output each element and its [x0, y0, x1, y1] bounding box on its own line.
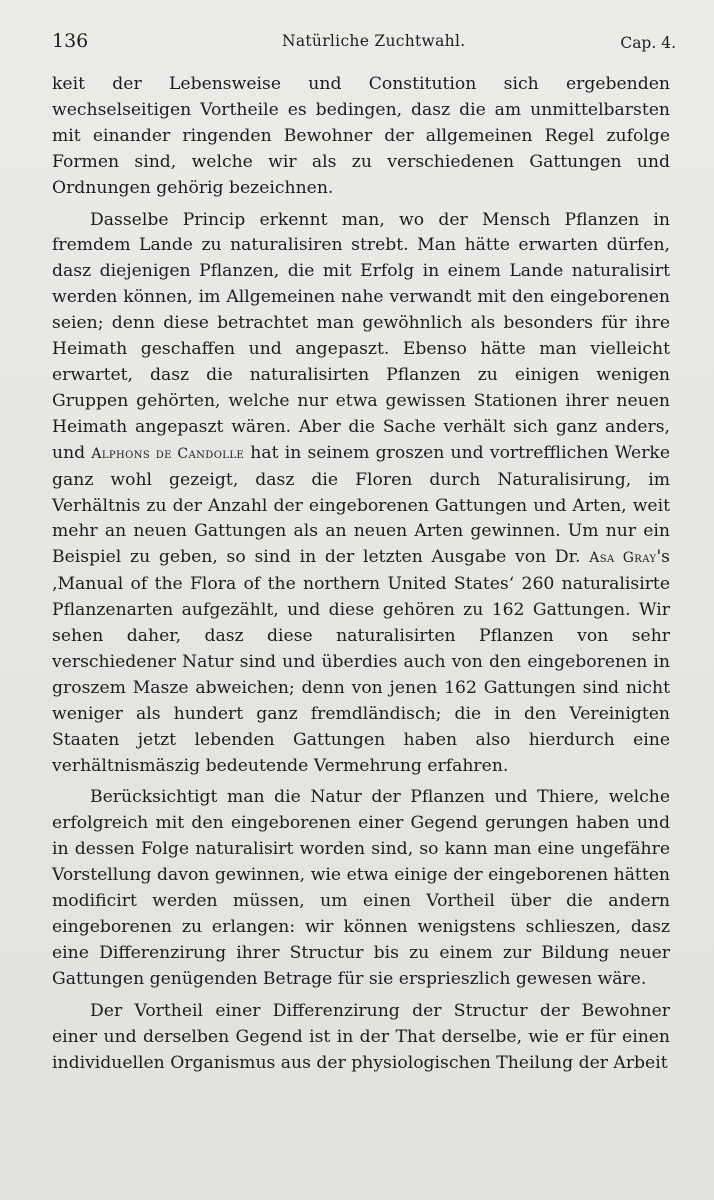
- page-number: 136: [52, 30, 89, 52]
- paragraph-2-part-c: 's ‚Manual of the Flora of the northern United States‘ 260 naturalisirte Pflanzenarten aufgezählt, und diese gehören zu 162 Gattungen. Wir sehen daher, dasz diese naturalisirten Pflanzen von sehr verschiedener Natur sind und überdies auch von den eingeborenen in groszem Masze abweichen; denn von jenen 162 Gattungen sind nicht weniger als hundert ganz fremdländisch; die in den Vereinigten Staaten jetzt lebenden Gattungen haben also hierdurch eine verhältnismäszig bedeutende Vermehrung erfahren.: [52, 547, 670, 776]
- author-name-gray: Asa Gray: [589, 550, 657, 567]
- paragraph-2: [52, 208, 670, 780]
- paragraph-2-part-b: hat in seinem groszen und vortrefflichen Werke ganz wohl gezeigt, dasz die Floren durch Naturalisirung, im Verhältnis zu der Anzahl der eingeborenen Gattungen und Arten, weit mehr an neuen Gattungen als an neuen Arten gewinnen. Um nur ein Beispiel zu geben, so sind in der letzten Ausgabe von Dr.: [52, 442, 670, 568]
- body-text: [52, 72, 670, 1076]
- running-title: Natürliche Zuchtwahl.: [282, 32, 466, 50]
- paragraph-2-part-a: Dasselbe Princip erkennt man, wo der Mensch Pflanzen in fremdem Lande zu naturalisiren strebt. Man hätte erwarten dürfen, dasz diejenigen Pflanzen, die mit Erfolg in einem Lande naturalisirt werden können, im Allgemeinen nahe verwandt mit den eingeborenen seien; denn diese betrachtet man gewöhnlich als besonders für ihre Heimath geschaffen und angepaszt. Ebenso hätte man vielleicht erwartet, dasz die naturalisirten Pflanzen zu einigen wenigen Gruppen gehörten, welche nur etwa gewissen Stationen ihrer neuen Heimath angepaszt wären. Aber die Sache verhält sich ganz anders, und: [52, 209, 670, 463]
- paragraph-4: Der Vortheil einer Differenzirung der Structur der Bewohner einer und derselben Gegend ist in der That derselbe, wie er für einen individuellen Organismus aus der physiologischen Theilung der Arbeit: [52, 1000, 670, 1073]
- author-name-candolle: Alphons de Candolle: [91, 445, 245, 462]
- running-head: [52, 30, 676, 56]
- paragraph-1: keit der Lebensweise und Constitution sich ergebenden wechselseitigen Vortheile es bedingen, dasz die am unmittelbarsten mit einander ringenden Bewohner der allgemeinen Regel zufolge Formen sind, welche wir als zu verschiedenen Gattungen und Ordnungen gehörig bezeichnen.: [52, 74, 670, 198]
- chapter-label: Cap. 4.: [620, 34, 676, 52]
- paragraph-3: Berücksichtigt man die Natur der Pflanzen und Thiere, welche erfolgreich mit den eingeborenen einer Gegend gerungen haben und in dessen Folge naturalisirt worden sind, so kann man eine ungefähre Vorstellung davon gewinnen, wie etwa einige der eingeborenen hätten modificirt werden müssen, um einen Vortheil über die andern eingeborenen zu erlangen: wir können wenigstens schlieszen, dasz eine Differenzirung ihrer Structur bis zu einem zur Bildung neuer Gattungen genügenden Betrage für sie ersprieszlich gewesen wäre.: [52, 787, 670, 989]
